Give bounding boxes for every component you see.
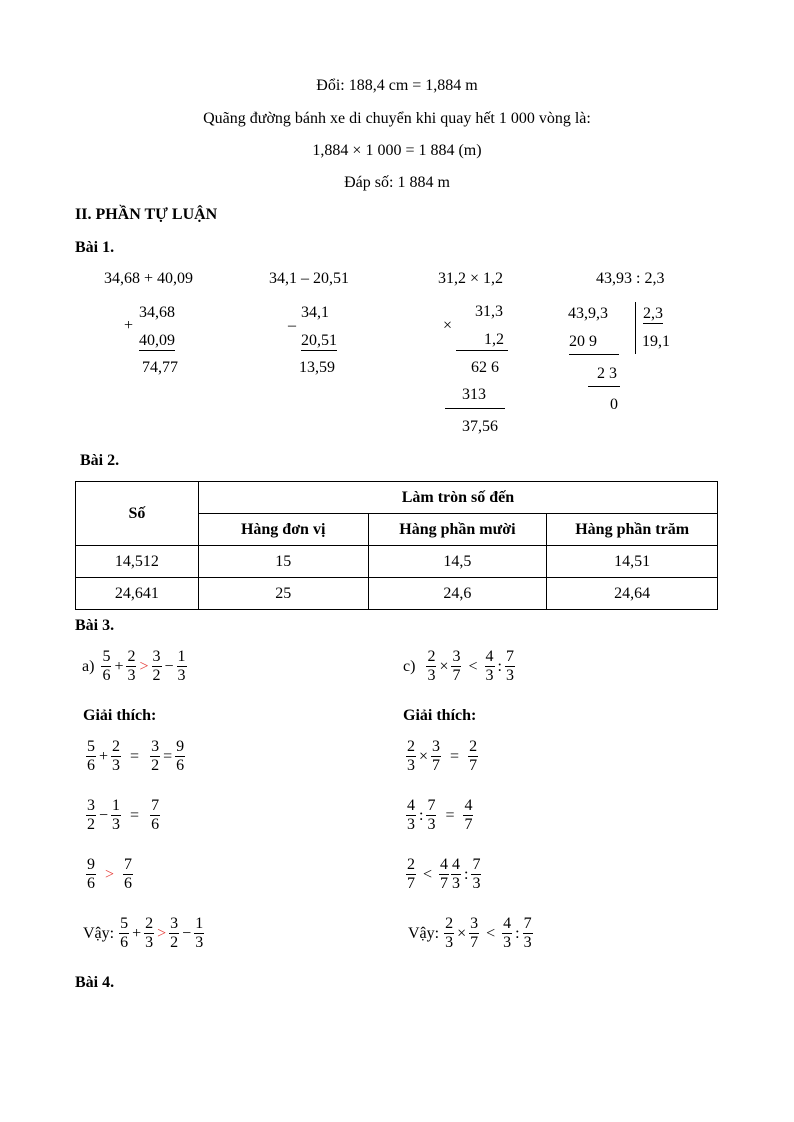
cell: 15 — [198, 546, 368, 578]
sub-sign: – — [288, 317, 296, 334]
sub-expression: 34,1 – 20,51 — [269, 270, 349, 287]
mul-line-1 — [456, 350, 508, 351]
header-so: Số — [76, 482, 199, 546]
bai3-c-statement: c) $\frac{2}{3}$ × $\frac{3}{7}$ < $\frac{4}{3}$ : $\frac{7}{3}$ — [403, 648, 514, 685]
div-vertical-bar — [635, 302, 636, 354]
bai3-a-statement: a) $\frac{5}{6}$ + $\frac{2}{3}$ > $\frac{3}{2}$ − $\frac{1}{3}$ — [82, 648, 186, 685]
fraction: $\frac{2}{3}$ — [127, 648, 136, 685]
cell: 14,5 — [368, 546, 547, 578]
mul-expression: 31,2 × 1,2 — [438, 270, 504, 287]
fraction: $\frac{4}{3}$ — [485, 648, 494, 685]
conclusion-c: Vậy: $\frac{2}{3}$ × $\frac{3}{7}$ < $\frac{4}{3}$ : $\frac{7}{3}$ — [408, 915, 532, 952]
intro-line-1: Đổi: 188,4 cm = 1,884 m — [316, 77, 478, 94]
fraction: $\frac{5}{6}$ — [102, 648, 111, 685]
section-2-title: II. PHẦN TỰ LUẬN — [75, 206, 218, 223]
table-row — [76, 578, 718, 610]
intro-answer: Đáp số: 1 884 m — [344, 174, 450, 191]
cell: 24,64 — [547, 578, 718, 610]
mul-line-2 — [445, 408, 505, 409]
div-divisor: 2,3 — [643, 305, 663, 322]
explain-a-line-1: $\frac{5}{6}$ + $\frac{2}{3}$ = $\frac{3}{2}$ = $\frac{9}{6}$ — [87, 738, 185, 775]
label-a: a) — [82, 657, 95, 675]
mul-operand-a: 31,3 — [475, 303, 503, 320]
cell: 24,641 — [76, 578, 199, 610]
div-expression: 43,93 : 2,3 — [596, 270, 665, 287]
mul-sign: × — [443, 317, 453, 334]
div-line-1 — [569, 354, 619, 355]
table-row — [76, 546, 718, 578]
conclusion-a: Vậy: $\frac{5}{6}$ + $\frac{2}{3}$ > $\frac{3}{2}$ − $\frac{1}{3}$ — [83, 915, 204, 952]
header-phan-muoi: Hàng phần mười — [368, 514, 547, 546]
add-operand-b: 40,09 — [139, 332, 175, 349]
bai2-title: Bài 2. — [80, 452, 120, 469]
explain-a-line-2: $\frac{3}{2}$ − $\frac{1}{3}$ = $\frac{7}{6}$ — [87, 797, 160, 834]
sub-result: 13,59 — [299, 359, 335, 376]
label-c: c) — [403, 657, 416, 675]
explain-c-line-3: $\frac{2}{7}$ < $\frac{4}{7}$ $\frac{4}{3}$ : $\frac{7}{3}$ — [407, 856, 481, 893]
add-operand-a: 34,68 — [139, 304, 175, 321]
bai1-title: Bài 1. — [75, 239, 115, 256]
header-don-vi: Hàng đơn vị — [198, 514, 368, 546]
div-quotient: 19,1 — [642, 333, 670, 350]
cell: 14,51 — [547, 546, 718, 578]
mul-partial-1: 62 6 — [471, 359, 499, 376]
explain-a-line-3: $\frac{9}{6}$ > $\frac{7}{6}$ — [87, 856, 133, 893]
intro-line-3: 1,884 × 1 000 = 1 884 (m) — [312, 142, 482, 159]
fraction: $\frac{7}{3}$ — [505, 648, 514, 685]
cell: 25 — [198, 578, 368, 610]
fraction: $\frac{2}{3}$ — [427, 648, 436, 685]
header-phan-tram: Hàng phần trăm — [547, 514, 718, 546]
cell: 14,512 — [76, 546, 199, 578]
fraction: $\frac{3}{7}$ — [452, 648, 461, 685]
explain-c-line-1: $\frac{2}{3}$ × $\frac{3}{7}$ = $\frac{2}{7}$ — [407, 738, 478, 775]
div-dividend: 43,9,3 — [568, 305, 608, 322]
fraction: $\frac{1}{3}$ — [177, 648, 186, 685]
mul-result: 37,56 — [462, 418, 498, 435]
fraction: $\frac{3}{2}$ — [152, 648, 161, 685]
div-step-1: 20 9 — [569, 333, 597, 350]
add-expression: 34,68 + 40,09 — [104, 270, 194, 287]
mul-partial-2: 313 — [462, 386, 486, 403]
explain-a-heading: Giải thích: — [83, 707, 157, 724]
bai3-title: Bài 3. — [75, 617, 115, 634]
div-line-2 — [588, 386, 620, 387]
rounding-table — [75, 481, 718, 610]
div-remainder: 0 — [610, 396, 618, 413]
explain-c-heading: Giải thích: — [403, 707, 477, 724]
explain-c-line-2: $\frac{4}{3}$ : $\frac{7}{3}$ = $\frac{4}{7}$ — [407, 797, 473, 834]
intro-line-2: Quãng đường bánh xe di chuyển khi quay hết 1 000 vòng là: — [203, 110, 591, 127]
sub-operand-b: 20,51 — [301, 332, 337, 349]
bai4-title: Bài 4. — [75, 974, 115, 991]
sub-operand-a: 34,1 — [301, 304, 329, 321]
add-sign: + — [124, 317, 134, 334]
mul-operand-b: 1,2 — [484, 331, 504, 348]
cell: 24,6 — [368, 578, 547, 610]
add-result: 74,77 — [142, 359, 178, 376]
div-step-2: 2 3 — [597, 365, 617, 382]
header-group: Làm tròn số đến — [198, 482, 717, 514]
